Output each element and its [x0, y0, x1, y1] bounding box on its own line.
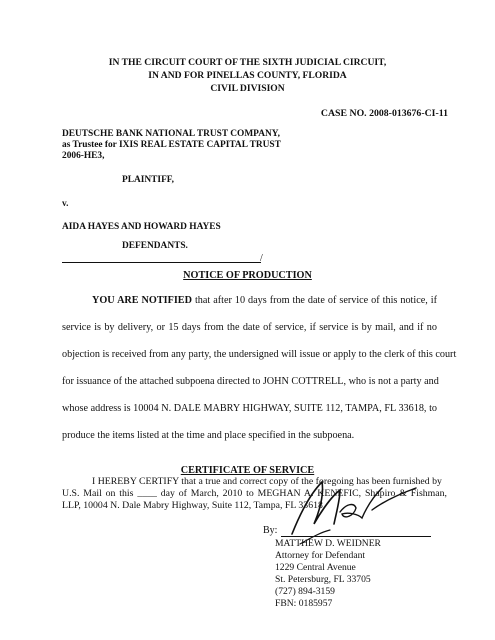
defendants-role: DEFENDANTS. — [122, 241, 188, 251]
case-number: CASE NO. 2008-013676-CI-11 — [320, 108, 448, 119]
certificate-line-2: U.S. Mail on this ____ day of March, 2010 to MEGHAN A. KENEFIC, Shapiro & Fishman, — [62, 488, 447, 499]
notice-line-5: whose address is 10004 N. DALE MABRY HIGHWAY, SUITE 112, TAMPA, FL 33618, to — [62, 403, 437, 414]
certificate-line-3: LLP, 10004 N. Dale Mabry Highway, Suite 112, Tampa, FL 33618. — [62, 500, 326, 511]
notice-line-4: for issuance of the attached subpoena directed to JOHN COTTRELL, who is not a party and — [62, 376, 439, 387]
notice-lead: YOU ARE NOTIFIED — [92, 295, 192, 306]
court-heading-line-1: IN THE CIRCUIT COURT OF THE SIXTH JUDICIAL CIRCUIT, — [108, 57, 387, 68]
attorney-phone: (727) 894-3159 — [275, 586, 335, 597]
notice-line-1-text: that after 10 days from the date of service of this notice, if — [194, 295, 438, 306]
caption-rule — [62, 262, 261, 263]
plaintiff-line-2: as Trustee for IXIS REAL ESTATE CAPITAL TRUST — [62, 140, 281, 150]
attorney-fbn: FBN: 0185957 — [275, 598, 333, 609]
notice-line-2: service is by delivery, or 15 days from the date of service, if service is by mail, and if no — [62, 322, 437, 333]
signature-by: By: — [263, 525, 278, 536]
certificate-line-1: I HEREBY CERTIFY that a true and correct copy of the foregoing has been furnished by — [92, 476, 442, 487]
attorney-address-1: 1229 Central Avenue — [275, 562, 356, 573]
court-heading-line-2: IN AND FOR PINELLAS COUNTY, FLORIDA — [148, 70, 347, 81]
certificate-title: CERTIFICATE OF SERVICE — [180, 465, 315, 476]
plaintiff-line-3: 2006-HE3, — [62, 151, 105, 161]
attorney-name: MATTHEW D. WEIDNER — [275, 538, 381, 549]
plaintiff-line-1: DEUTSCHE BANK NATIONAL TRUST COMPANY, — [62, 129, 281, 139]
caption-slash: / — [260, 253, 263, 264]
attorney-address-2: St. Petersburg, FL 33705 — [275, 574, 371, 585]
notice-title: NOTICE OF PRODUCTION — [183, 270, 312, 281]
plaintiff-role: PLAINTIFF, — [122, 175, 175, 185]
notice-line-3: objection is received from any party, the undersigned will issue or apply to the clerk of this court — [62, 349, 457, 360]
defendant-names: AIDA HAYES AND HOWARD HAYES — [62, 222, 221, 232]
notice-line-6: produce the items listed at the time and place specified in the subpoena. — [62, 430, 355, 441]
court-heading-line-3: CIVIL DIVISION — [210, 83, 285, 94]
attorney-title: Attorney for Defendant — [275, 550, 366, 561]
versus: v. — [62, 199, 69, 209]
notice-line-1 — [62, 296, 437, 306]
